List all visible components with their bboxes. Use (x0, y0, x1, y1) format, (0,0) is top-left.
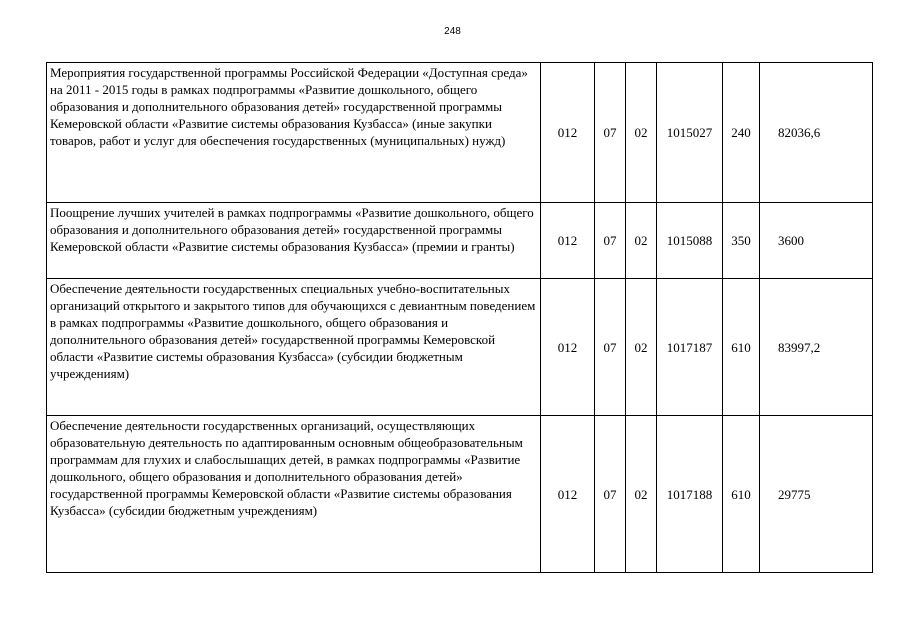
table-row (47, 279, 873, 416)
target-article-code: 1017187 (657, 279, 723, 416)
department-code: 012 (541, 416, 595, 573)
amount: 29775 (760, 416, 873, 573)
amount: 82036,6 (760, 63, 873, 203)
expense-type-code: 350 (723, 203, 760, 279)
subsection-code: 02 (626, 416, 657, 573)
row-description: Мероприятия государственной программы Российской Федерации «Доступная среда» на 2011 - 2015 годы в рамках подпрограммы «Развитие дошкольного, общего образования и дополнительного образования детей» государственной программы Кемеровской области «Развитие системы образования Кузбасса» (иные закупки товаров, работ и услуг для обеспечения государственных (муниципальных) нужд) (47, 63, 541, 203)
row-description: Обеспечение деятельности государственных организаций, осуществляющих образовательную деятельность по адаптированным основным общеобразовательным программам для глухих и слабослышащих детей, в рамках подпрограммы «Развитие дошкольного, общего образования и дополнительного образования детей» государственной программы Кемеровской области «Развитие системы образования Кузбасса» (субсидии бюджетным учреждениям) (47, 416, 541, 573)
subsection-code: 02 (626, 203, 657, 279)
table-row (47, 416, 873, 573)
target-article-code: 1015088 (657, 203, 723, 279)
subsection-code: 02 (626, 279, 657, 416)
row-description: Обеспечение деятельности государственных специальных учебно-воспитательных организаций открытого и закрытого типов для обучающихся с девиантным поведением в рамках подпрограммы «Развитие дошкольного, общего образования и дополнительного образования детей» государственной программы Кемеровской области «Развитие системы образования Кузбасса» (субсидии бюджетным учреждениям) (47, 279, 541, 416)
table-row (47, 63, 873, 203)
row-description: Поощрение лучших учителей в рамках подпрограммы «Развитие дошкольного, общего образования и дополнительного образования детей» государственной программы Кемеровской области «Развитие системы образования Кузбасса» (премии и гранты) (47, 203, 541, 279)
expense-type-code: 610 (723, 279, 760, 416)
section-code: 07 (595, 416, 626, 573)
department-code: 012 (541, 203, 595, 279)
department-code: 012 (541, 279, 595, 416)
subsection-code: 02 (626, 63, 657, 203)
target-article-code: 1017188 (657, 416, 723, 573)
section-code: 07 (595, 63, 626, 203)
expense-type-code: 610 (723, 416, 760, 573)
amount: 3600 (760, 203, 873, 279)
table-row (47, 203, 873, 279)
section-code: 07 (595, 279, 626, 416)
section-code: 07 (595, 203, 626, 279)
target-article-code: 1015027 (657, 63, 723, 203)
page-number: 248 (444, 26, 461, 37)
department-code: 012 (541, 63, 595, 203)
expense-type-code: 240 (723, 63, 760, 203)
budget-table (46, 62, 873, 573)
amount: 83997,2 (760, 279, 873, 416)
